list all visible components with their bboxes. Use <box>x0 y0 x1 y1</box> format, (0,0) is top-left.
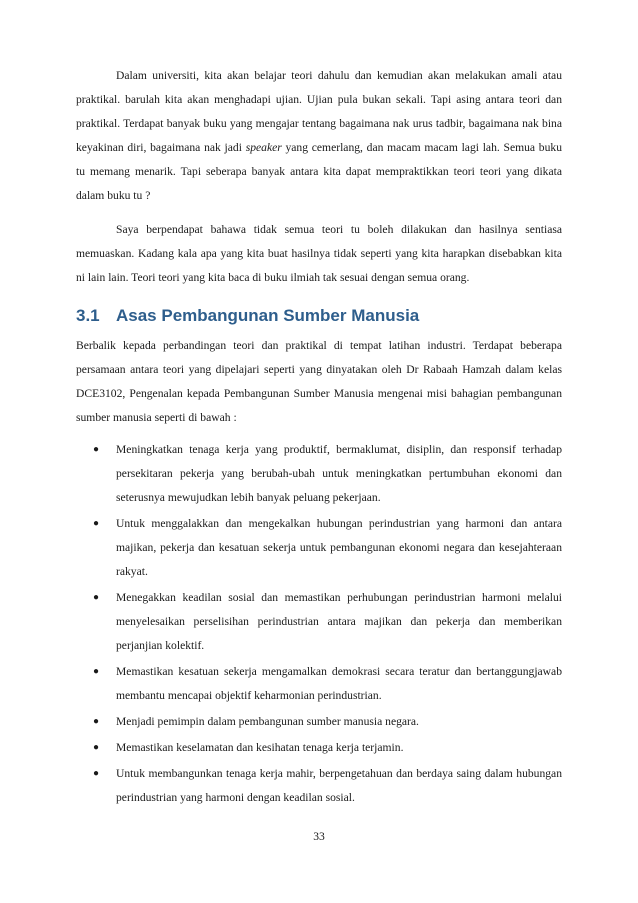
section-number: 3.1 <box>76 306 100 325</box>
bullet-icon: ● <box>93 592 100 603</box>
list-item <box>76 512 562 584</box>
list-item-text: Untuk membangunkan tenaga kerja mahir, berpengetahuan dan berdaya saing dalam hubungan perindustrian yang harmoni dengan keadilan sosial. <box>116 767 562 804</box>
list-item-text: Memastikan keselamatan dan kesihatan tenaga kerja terjamin. <box>116 741 404 754</box>
bullet-icon: ● <box>93 518 100 529</box>
page-content <box>76 64 562 812</box>
bullet-list <box>76 438 562 810</box>
list-item-text: Memastikan kesatuan sekerja mengamalkan demokrasi secara teratur dan bertanggungjawab membantu mencapai objektif keharmonian perindustrian. <box>116 665 562 702</box>
bullet-icon: ● <box>93 716 100 727</box>
bullet-icon: ● <box>93 444 100 455</box>
bullet-icon: ● <box>93 742 100 753</box>
list-item-text: Menjadi pemimpin dalam pembangunan sumber manusia negara. <box>116 715 419 728</box>
paragraph-2: Saya berpendapat bahawa tidak semua teori tu boleh dilakukan dan hasilnya sentiasa memuaskan. Kadang kala apa yang kita buat hasilnya tidak seperti yang kita harapkan disebabkan kita ni lain lain. Teori teori yang kita baca di buku ilmiah tak sesuai dengan semua orang. <box>76 223 562 284</box>
paragraph-1 <box>76 64 562 208</box>
section-title: Asas Pembangunan Sumber Manusia <box>116 306 420 325</box>
paragraph-1-text-b: yang cemerlang, dan macam macam lagi lah. Semua buku tu memang menarik. Tapi seberapa banyak antara kita dapat mempraktikkan teori teori yang dikata dalam buku tu ? <box>76 141 562 202</box>
bullet-icon: ● <box>93 768 100 779</box>
list-item <box>76 710 562 734</box>
bullet-icon: ● <box>93 666 100 677</box>
paragraph-1-text-a: Dalam universiti, kita akan belajar teori dahulu dan kemudian akan melakukan amali atau praktikal. barulah kita akan menghadapi ujian. Ujian pula bukan sekali. Tapi asing antara teori dan praktikal. Terdapat banyak buku yang mengajar tentang bagaimana nak urus tadbir, bagaimana nak bina keyakinan diri, bagaimana nak jadi <box>76 69 562 154</box>
list-item-text: Menegakkan keadilan sosial dan memastikan perhubungan perindustrian harmoni melalui menyelesaikan perselisihan perindustrian antara majikan dan pekerja dan memberikan perjanjian kolektif. <box>116 591 562 652</box>
list-item <box>76 762 562 810</box>
paragraph-1-emphasis: speaker <box>245 141 282 154</box>
page-number: 33 <box>313 830 325 843</box>
section-intro: Berbalik kepada perbandingan teori dan praktikal di tempat latihan industri. Terdapat beberapa persamaan antara teori yang dipelajari seperti yang dinyatakan oleh Dr Rabaah Hamzah dalam kelas DCE3102, Pengenalan kepada Pembangunan Sumber Manusia mengenai misi bahagian pembangunan sumber manusia seperti di bawah : <box>76 339 562 424</box>
list-item-text: Meningkatkan tenaga kerja yang produktif, bermaklumat, disiplin, dan responsif terhadap persekitaran pekerja yang berubah-ubah untuk meningkatkan pertumbuhan ekonomi dan seterusnya mewujudkan lebih banyak peluang pekerjaan. <box>116 443 562 504</box>
section-heading <box>76 304 562 328</box>
list-item-text: Untuk menggalakkan dan mengekalkan hubungan perindustrian yang harmoni dan antara majikan, pekerja dan kesatuan sekerja untuk pembangunan ekonomi negara dan kesejahteraan rakyat. <box>116 517 562 578</box>
list-item <box>76 660 562 708</box>
list-item <box>76 438 562 510</box>
list-item <box>76 586 562 658</box>
list-item <box>76 736 562 760</box>
